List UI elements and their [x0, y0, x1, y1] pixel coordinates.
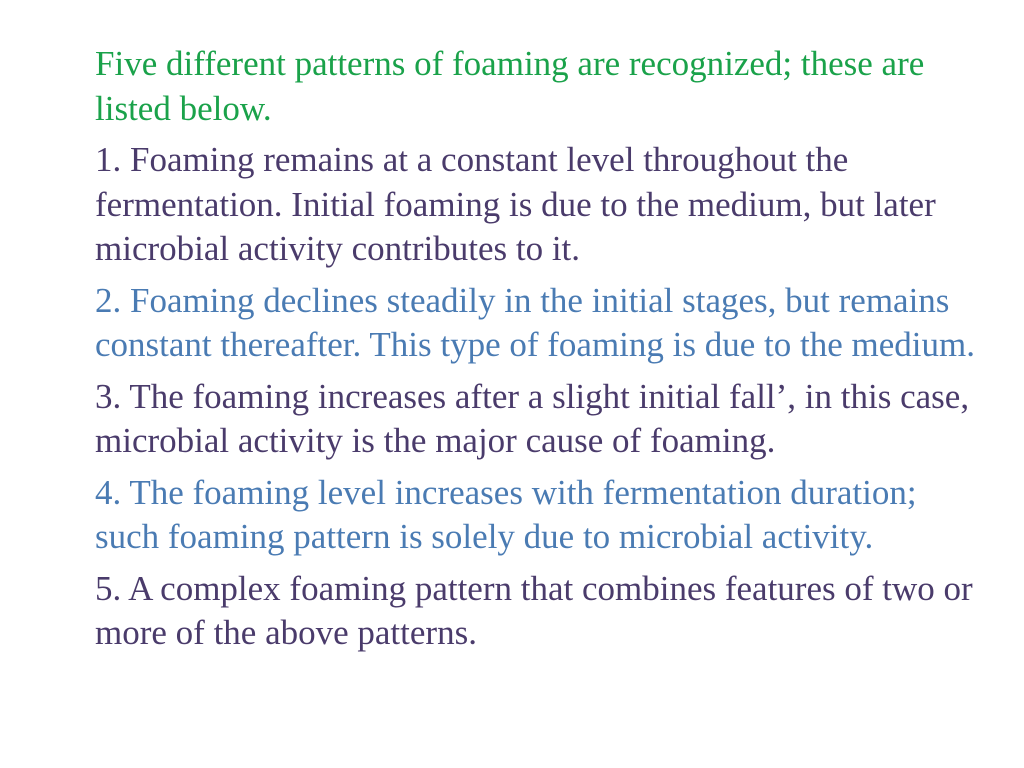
pattern-item-2: 2. Foaming declines steadily in the initial stages, but remains constant thereafter. This type of foaming is due to the medium.	[95, 280, 975, 364]
pattern-item-1: 1. Foaming remains at a constant level throughout the fermentation. Initial foaming is due to the medium, but later microbial activity contributes to it.	[95, 140, 936, 268]
intro-paragraph: Five different patterns of foaming are recognized; these are listed below.	[95, 44, 925, 128]
pattern-item-4: 4. The foaming level increases with fermentation duration; such foaming pattern is solely due to microbial activity.	[95, 472, 917, 556]
slide-body	[95, 42, 975, 663]
pattern-item-3: 3. The foaming increases after a slight initial fall’, in this case, microbial activity is the major cause of foaming.	[95, 376, 970, 460]
pattern-item-5: 5. A complex foaming pattern that combines features of two or more of the above patterns.	[95, 568, 973, 652]
